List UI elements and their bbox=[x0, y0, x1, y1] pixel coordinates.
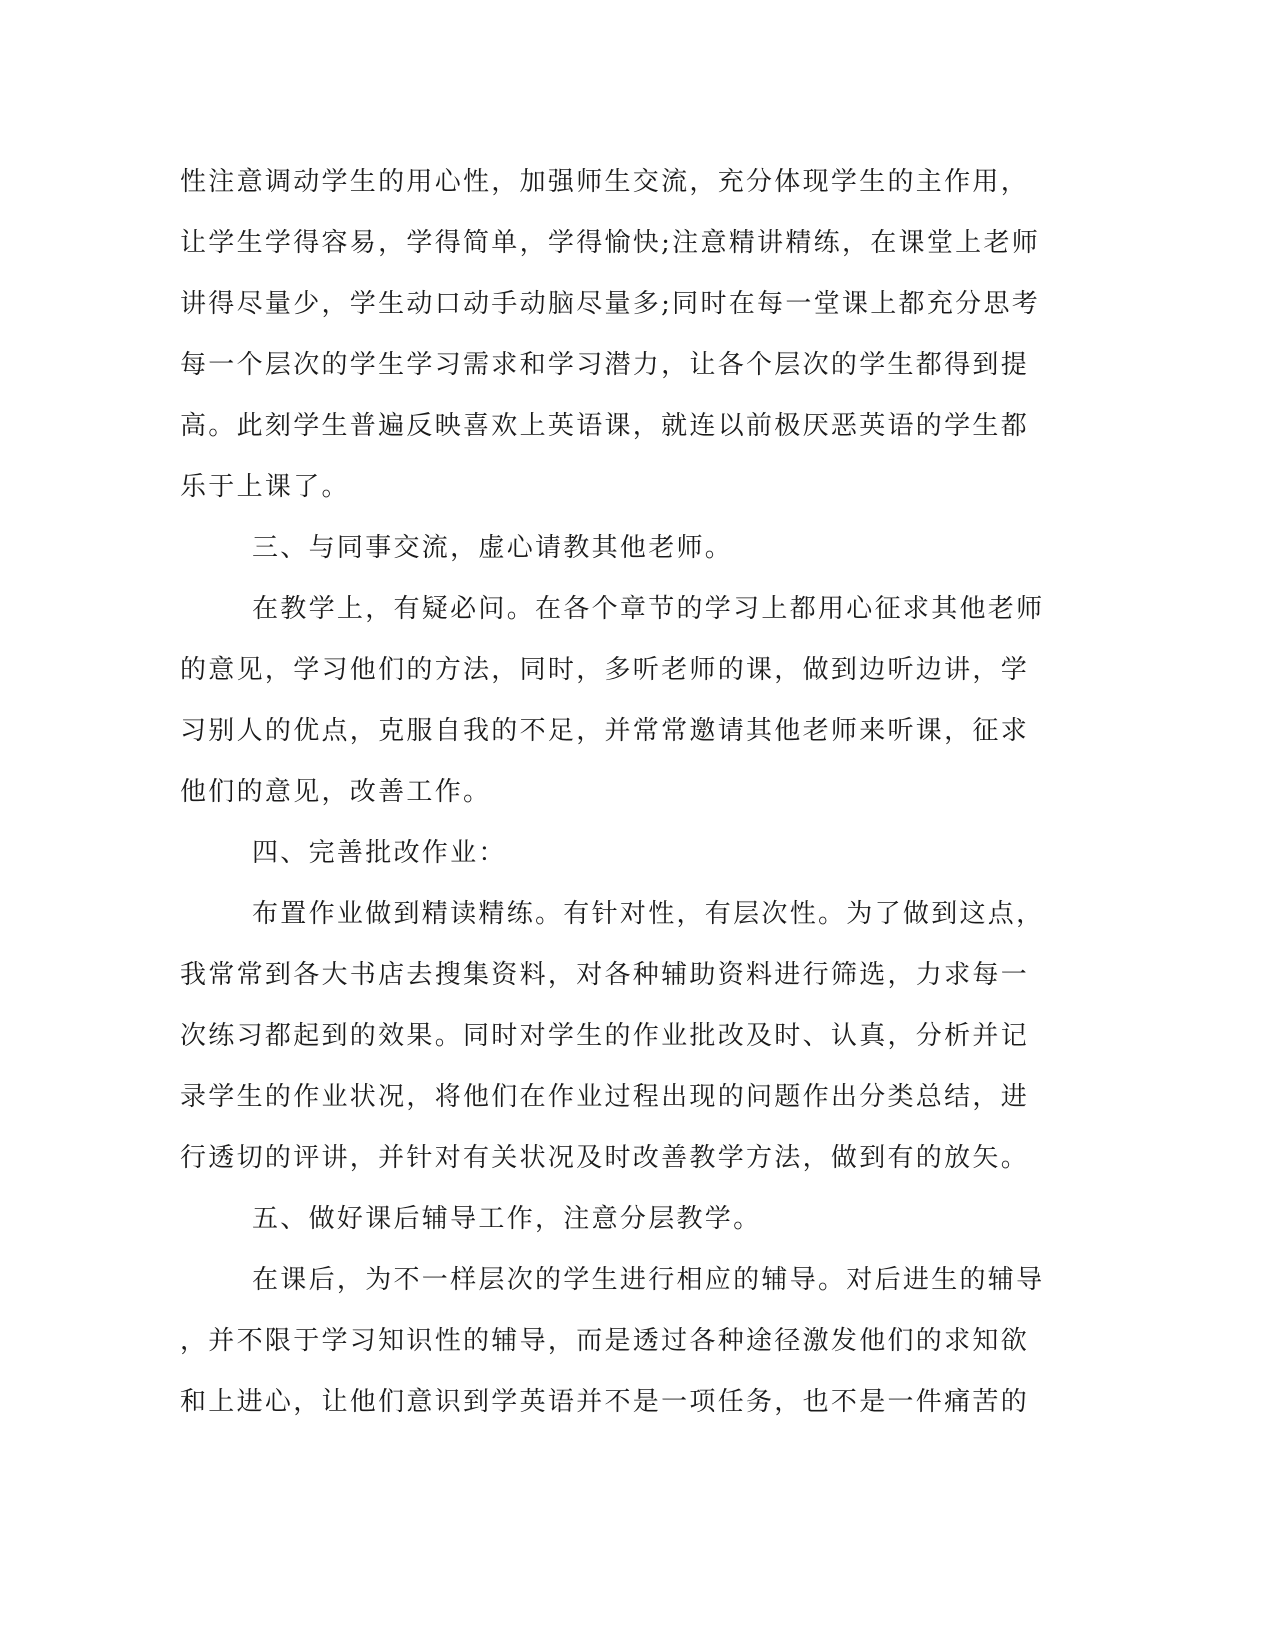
text-line: 在课后，为不一样层次的学生进行相应的辅导。对后进生的辅导 bbox=[252, 1265, 1045, 1295]
text-line: 我常常到各大书店去搜集资料，对各种辅助资料进行筛选，力求每一 bbox=[180, 960, 1030, 990]
text-line: 习别人的优点，克服自我的不足，并常常邀请其他老师来听课，征求 bbox=[180, 716, 1030, 746]
paragraph bbox=[180, 152, 1040, 518]
section-heading bbox=[180, 823, 1040, 884]
text-line: 行透切的评讲，并针对有关状况及时改善教学方法，做到有的放矢。 bbox=[180, 1143, 1030, 1173]
section-heading bbox=[180, 518, 1040, 579]
text-line: 布置作业做到精读精练。有针对性，有层次性。为了做到这点， bbox=[252, 899, 1045, 929]
text-line: 的意见，学习他们的方法，同时，多听老师的课，做到边听边讲，学 bbox=[180, 655, 1030, 685]
section-heading-text: 五、做好课后辅导工作，注意分层教学。 bbox=[252, 1204, 762, 1234]
text-line: 乐于上课了。 bbox=[180, 472, 350, 502]
paragraph bbox=[180, 579, 1045, 823]
section-heading bbox=[180, 1189, 1040, 1250]
text-line: 次练习都起到的效果。同时对学生的作业批改及时、认真，分析并记 bbox=[180, 1021, 1030, 1051]
text-line: 讲得尽量少，学生动口动手动脑尽量多;同时在每一堂课上都充分思考 bbox=[180, 289, 1041, 319]
text-line: 每一个层次的学生学习需求和学习潜力，让各个层次的学生都得到提 bbox=[180, 350, 1030, 380]
document-body bbox=[180, 152, 1045, 1433]
text-line: 性注意调动学生的用心性，加强师生交流，充分体现学生的主作用， bbox=[180, 167, 1030, 197]
text-line: 在教学上，有疑必问。在各个章节的学习上都用心征求其他老师 bbox=[252, 594, 1045, 624]
text-line: 他们的意见，改善工作。 bbox=[180, 777, 492, 807]
text-line: 录学生的作业状况，将他们在作业过程出现的问题作出分类总结，进 bbox=[180, 1082, 1030, 1112]
paragraph bbox=[180, 1250, 1045, 1433]
text-line: ，并不限于学习知识性的辅导，而是透过各种途径激发他们的求知欲 bbox=[180, 1326, 1030, 1356]
text-line: 高。此刻学生普遍反映喜欢上英语课，就连以前极厌恶英语的学生都 bbox=[180, 411, 1030, 441]
section-heading-text: 三、与同事交流，虚心请教其他老师。 bbox=[252, 533, 734, 563]
text-line: 让学生学得容易，学得简单，学得愉快;注意精讲精练，在课堂上老师 bbox=[180, 228, 1041, 258]
text-line: 和上进心，让他们意识到学英语并不是一项任务，也不是一件痛苦的 bbox=[180, 1387, 1030, 1417]
section-heading-text: 四、完善批改作业： bbox=[252, 838, 507, 868]
paragraph bbox=[180, 884, 1045, 1189]
